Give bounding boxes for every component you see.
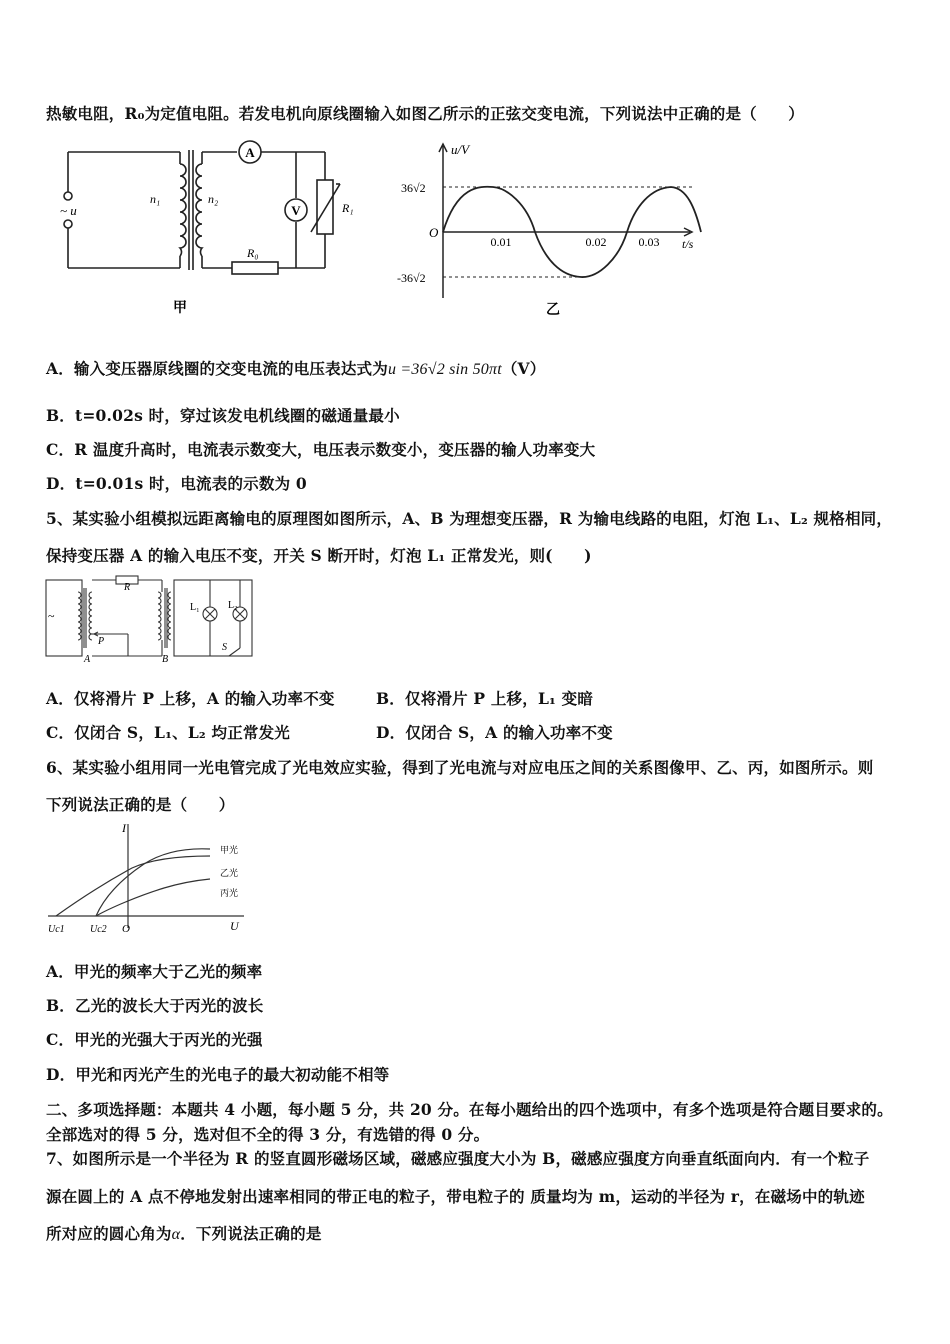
q4-option-a-text: A．输入变压器原线圈的交变电流的电压表达式为: [46, 359, 388, 378]
q5-option-b: B．仅将滑片 P 上移，L₁ 变暗: [376, 689, 594, 708]
q5-option-d: D．仅闭合 S，A 的输入功率不变: [376, 723, 613, 742]
y-axis-label: u/V: [451, 142, 470, 157]
q7-line-3-suffix: ．下列说法正确的是: [180, 1224, 322, 1243]
tick-002: 0.02: [585, 235, 607, 249]
q6-i-label: I: [122, 821, 126, 835]
q5-src-label: ~: [48, 609, 55, 623]
q4-option-a-formula: u =36√2 sin 50πt: [387, 361, 502, 378]
r0-label: R₀: [247, 246, 259, 260]
q5-s-label: S: [222, 642, 227, 653]
q7-line-3-prefix: 所对应的圆心角为: [46, 1224, 172, 1243]
q7-alpha-symbol: α: [171, 1226, 181, 1243]
q5-options-row-2: [46, 721, 613, 743]
fig-jia-caption: 甲: [173, 301, 187, 316]
source-label: ~ u: [60, 203, 77, 218]
q5-option-a: A．仅将滑片 P 上移，A 的输入功率不变: [46, 689, 335, 708]
tick-003: 0.03: [638, 235, 660, 249]
r1-label: R₁: [342, 201, 354, 215]
q4-option-c: C．R 温度升高时，电流表示数变大，电压表示数变小，变压器的输人功率变大: [46, 440, 596, 459]
q4-option-a-unit: （V）: [501, 359, 546, 378]
x-axis-label: t/s: [682, 237, 694, 251]
q6-iu-graph: [44, 816, 254, 938]
q4-option-d: D．t=0.01s 时，电流表的示数为 0: [46, 474, 307, 493]
q5-p-label: P: [98, 636, 105, 647]
q6-jia-label: 甲光: [220, 845, 239, 855]
figure-yi-sine: [395, 138, 705, 318]
figure-jia-circuit: [52, 140, 352, 320]
y-max-label: 36√2: [401, 181, 426, 195]
q5-l2-label: L₂: [228, 600, 238, 611]
n2-label: n₂: [208, 192, 219, 206]
q5-r-label: R: [124, 582, 131, 593]
q5-circuit-figure: [44, 572, 264, 664]
origin-label: O: [429, 225, 439, 240]
q4-option-b: B．t=0.02s 时，穿过该发电机线圈的磁通量最小: [46, 406, 400, 425]
q5-l1-label: L₁: [190, 602, 200, 613]
q7-line-2: 源在圆上的 A 点不停地发射出速率相同的带正电的粒子，带电粒子的 质量均为 m，运动的半径为 r，在磁场中的轨迹: [46, 1187, 865, 1206]
y-min-label: -36√2: [397, 271, 426, 285]
q6-option-c: C．甲光的光强大于丙光的光强: [46, 1030, 263, 1049]
voltmeter-label: V: [291, 203, 301, 218]
q5-a-label: A: [84, 654, 91, 665]
q6-option-d: D．甲光和丙光产生的光电子的最大初动能不相等: [46, 1065, 390, 1084]
q6-uc2-label: Uc2: [90, 924, 107, 935]
q5-options-row-1: [46, 687, 594, 709]
q7-line-1: 7、如图所示是一个半径为 R 的竖直圆形磁场区域，磁感应强度大小为 B，磁感应强度方向垂直纸面向内．有一个粒子: [46, 1149, 870, 1168]
q6-option-a: A．甲光的频率大于乙光的频率: [46, 962, 263, 981]
q4-option-a: [46, 357, 546, 379]
q6-bing-label: 丙光: [220, 888, 239, 898]
q6-stem-1: 6、某实验小组用同一光电管完成了光电效应实验，得到了光电流与对应电压之间的关系图像甲、乙、丙，如图所示。则: [46, 758, 874, 777]
q5-option-c: C．仅闭合 S，L₁、L₂ 均正常发光: [46, 723, 290, 742]
q4-stem: 热敏电阻，R₀为定值电阻。若发电机向原线圈输入如图乙所示的正弦交变电流，下列说法中正确的是（ ）: [46, 104, 804, 123]
q6-stem-2: 下列说法正确的是（ ）: [46, 795, 235, 814]
q5-b-label: B: [162, 654, 169, 665]
fig-yi-caption: 乙: [546, 303, 560, 318]
q7-line-3: [46, 1222, 322, 1244]
q6-option-b: B．乙光的波长大于丙光的波长: [46, 996, 264, 1015]
q6-o-label: O: [122, 923, 130, 935]
q5-stem-1: 5、某实验小组模拟远距离输电的原理图如图所示，A、B 为理想变压器，R 为输电线路的电阻，灯泡 L₁、L₂ 规格相同，: [46, 509, 893, 528]
tick-001: 0.01: [490, 235, 512, 249]
ammeter-label: A: [245, 145, 255, 160]
section2-heading-1: 二、多项选择题：本题共 4 小题，每小题 5 分，共 20 分。在每小题给出的四个选项中，有多个选项是符合题目要求的。: [46, 1100, 893, 1119]
section2-heading-2: 全部选对的得 5 分，选对但不全的得 3 分，有选错的得 0 分。: [46, 1125, 490, 1144]
q6-uc1-label: Uc1: [48, 924, 65, 935]
q6-yi-label: 乙光: [220, 868, 239, 878]
q6-u-label: U: [230, 919, 239, 933]
n1-label: n₁: [150, 192, 161, 206]
q5-stem-2: 保持变压器 A 的输入电压不变，开关 S 断开时，灯泡 L₁ 正常发光，则( ): [46, 546, 592, 565]
